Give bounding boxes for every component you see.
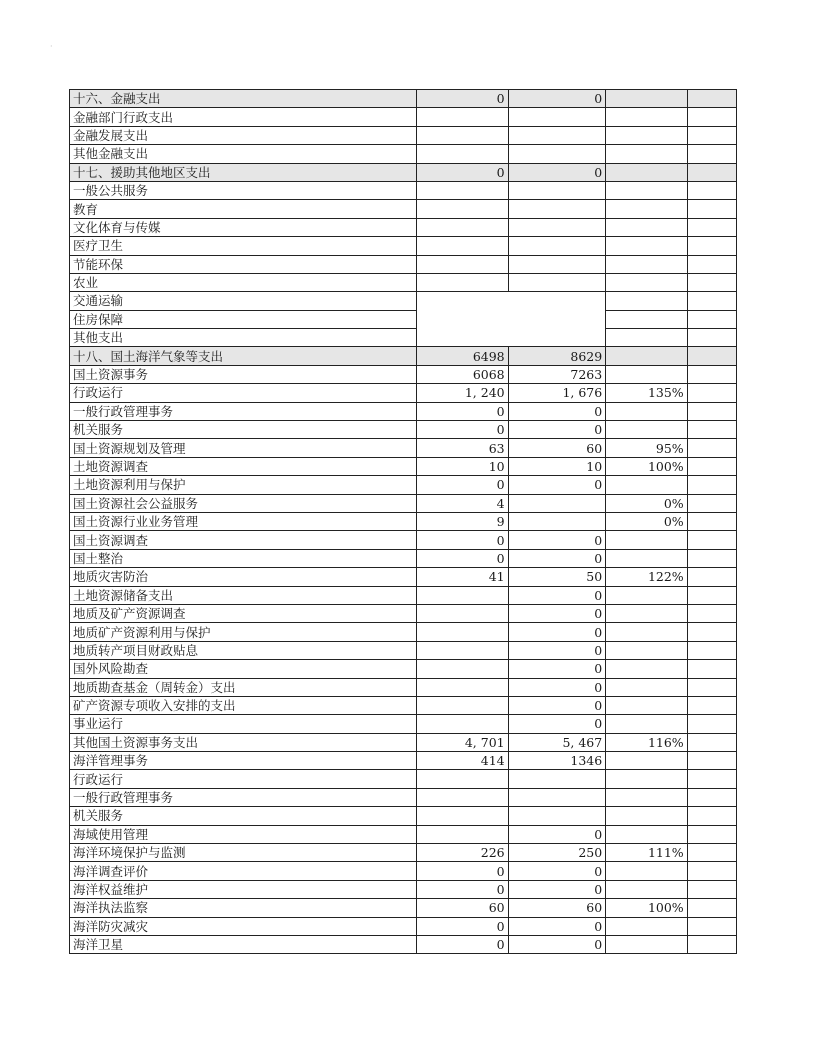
table-row: [70, 917, 737, 935]
percent-cell: [606, 476, 687, 494]
percent-cell: [606, 917, 687, 935]
item-name-cell: 住房保障: [70, 310, 417, 328]
percent-cell: [606, 586, 687, 604]
table-row: [70, 273, 737, 291]
value-col2-cell: 0: [508, 880, 606, 898]
value-col2-cell: 60: [508, 899, 606, 917]
value-col1-cell: [417, 255, 509, 273]
item-name-cell: 地质及矿产资源调查: [70, 604, 417, 622]
notes-cell: [687, 696, 736, 714]
table-row: [70, 623, 737, 641]
percent-cell: [606, 90, 687, 108]
value-col2-cell: 0: [508, 604, 606, 622]
notes-cell: [687, 678, 736, 696]
percent-cell: [606, 696, 687, 714]
item-name-cell: 教育: [70, 200, 417, 218]
item-name-cell: 医疗卫生: [70, 237, 417, 255]
percent-cell: [606, 126, 687, 144]
value-col2-cell: 0: [508, 678, 606, 696]
notes-cell: [687, 329, 736, 347]
value-col2-cell: 0: [508, 549, 606, 567]
item-name-cell: 海洋执法监察: [70, 899, 417, 917]
notes-cell: [687, 752, 736, 770]
item-name-cell: 地质勘查基金（周转金）支出: [70, 678, 417, 696]
notes-cell: [687, 218, 736, 236]
percent-cell: [606, 531, 687, 549]
item-name-cell: 海洋权益维护: [70, 880, 417, 898]
table-row: [70, 439, 737, 457]
value-col2-cell: 0: [508, 90, 606, 108]
table-row: [70, 862, 737, 880]
value-col2-cell: 50: [508, 568, 606, 586]
value-col2-cell: 0: [508, 696, 606, 714]
value-col2-cell: 0: [508, 641, 606, 659]
value-col1-cell: 4: [417, 494, 509, 512]
percent-cell: [606, 604, 687, 622]
item-name-cell: 土地资源储备支出: [70, 586, 417, 604]
value-col1-cell: [417, 237, 509, 255]
value-col1-cell: 1, 240: [417, 384, 509, 402]
value-col2-cell: 7263: [508, 365, 606, 383]
merged-blank-cell: [417, 292, 606, 347]
notes-cell: [687, 292, 736, 310]
category-row: [70, 90, 737, 108]
value-col2-cell: [508, 770, 606, 788]
value-col1-cell: 60: [417, 899, 509, 917]
notes-cell: [687, 770, 736, 788]
notes-cell: [687, 310, 736, 328]
table-row: [70, 421, 737, 439]
item-name-cell: 国土整治: [70, 549, 417, 567]
percent-cell: 116%: [606, 733, 687, 751]
value-col1-cell: [417, 696, 509, 714]
table-row: [70, 568, 737, 586]
value-col2-cell: [508, 108, 606, 126]
value-col2-cell: 0: [508, 476, 606, 494]
item-name-cell: 行政运行: [70, 770, 417, 788]
table-row: [70, 899, 737, 917]
value-col1-cell: 0: [417, 531, 509, 549]
value-col1-cell: [417, 586, 509, 604]
notes-cell: [687, 347, 736, 365]
item-name-cell: 十七、援助其他地区支出: [70, 163, 417, 181]
item-name-cell: 文化体育与传媒: [70, 218, 417, 236]
value-col1-cell: [417, 807, 509, 825]
notes-cell: [687, 568, 736, 586]
value-col1-cell: 0: [417, 476, 509, 494]
item-name-cell: 地质转产项目财政贴息: [70, 641, 417, 659]
value-col2-cell: 0: [508, 715, 606, 733]
notes-cell: [687, 733, 736, 751]
notes-cell: [687, 549, 736, 567]
category-row: [70, 347, 737, 365]
value-col2-cell: 0: [508, 660, 606, 678]
value-col2-cell: [508, 512, 606, 530]
value-col1-cell: [417, 273, 509, 291]
table-row: [70, 788, 737, 806]
value-col1-cell: [417, 770, 509, 788]
value-col2-cell: 60: [508, 439, 606, 457]
percent-cell: 100%: [606, 457, 687, 475]
table-row: [70, 696, 737, 714]
table-row: [70, 108, 737, 126]
value-col2-cell: [508, 126, 606, 144]
percent-cell: [606, 825, 687, 843]
percent-cell: [606, 623, 687, 641]
notes-cell: [687, 90, 736, 108]
percent-cell: [606, 200, 687, 218]
value-col1-cell: 0: [417, 935, 509, 953]
notes-cell: [687, 145, 736, 163]
table-row: [70, 733, 737, 751]
percent-cell: [606, 310, 687, 328]
percent-cell: [606, 752, 687, 770]
percent-cell: [606, 807, 687, 825]
item-name-cell: 地质灾害防治: [70, 568, 417, 586]
notes-cell: [687, 880, 736, 898]
percent-cell: [606, 181, 687, 199]
item-name-cell: 其他国土资源事务支出: [70, 733, 417, 751]
table-row: [70, 218, 737, 236]
item-name-cell: 海洋管理事务: [70, 752, 417, 770]
notes-cell: [687, 641, 736, 659]
notes-cell: [687, 108, 736, 126]
table-row: [70, 494, 737, 512]
notes-cell: [687, 181, 736, 199]
value-col1-cell: 0: [417, 163, 509, 181]
value-col2-cell: 250: [508, 844, 606, 862]
value-col1-cell: [417, 825, 509, 843]
notes-cell: [687, 899, 736, 917]
percent-cell: 111%: [606, 844, 687, 862]
item-name-cell: 海洋防灾减灾: [70, 917, 417, 935]
notes-cell: [687, 715, 736, 733]
value-col1-cell: 0: [417, 549, 509, 567]
item-name-cell: 机关服务: [70, 421, 417, 439]
value-col2-cell: [508, 237, 606, 255]
value-col1-cell: 4, 701: [417, 733, 509, 751]
notes-cell: [687, 862, 736, 880]
value-col1-cell: 6068: [417, 365, 509, 383]
percent-cell: [606, 329, 687, 347]
table-row: [70, 310, 737, 328]
value-col2-cell: [508, 255, 606, 273]
notes-cell: [687, 384, 736, 402]
value-col1-cell: [417, 145, 509, 163]
value-col2-cell: 5, 467: [508, 733, 606, 751]
item-name-cell: 交通运输: [70, 292, 417, 310]
value-col1-cell: 0: [417, 880, 509, 898]
percent-cell: [606, 255, 687, 273]
notes-cell: [687, 494, 736, 512]
item-name-cell: 海洋调查评价: [70, 862, 417, 880]
item-name-cell: 金融发展支出: [70, 126, 417, 144]
item-name-cell: 地质矿产资源利用与保护: [70, 623, 417, 641]
item-name-cell: 一般行政管理事务: [70, 788, 417, 806]
percent-cell: 0%: [606, 512, 687, 530]
notes-cell: [687, 457, 736, 475]
value-col1-cell: 10: [417, 457, 509, 475]
notes-cell: [687, 660, 736, 678]
item-name-cell: 十八、国土海洋气象等支出: [70, 347, 417, 365]
item-name-cell: 国土资源行业业务管理: [70, 512, 417, 530]
item-name-cell: 其他金融支出: [70, 145, 417, 163]
value-col1-cell: 0: [417, 421, 509, 439]
value-col1-cell: [417, 715, 509, 733]
table-row: [70, 237, 737, 255]
percent-cell: [606, 347, 687, 365]
value-col2-cell: 0: [508, 402, 606, 420]
value-col2-cell: [508, 788, 606, 806]
value-col1-cell: [417, 181, 509, 199]
table-row: [70, 476, 737, 494]
item-name-cell: 金融部门行政支出: [70, 108, 417, 126]
percent-cell: [606, 108, 687, 126]
value-col2-cell: [508, 200, 606, 218]
table-row: [70, 329, 737, 347]
value-col1-cell: 414: [417, 752, 509, 770]
notes-cell: [687, 917, 736, 935]
value-col2-cell: 8629: [508, 347, 606, 365]
percent-cell: [606, 402, 687, 420]
notes-cell: [687, 935, 736, 953]
category-row: [70, 163, 737, 181]
notes-cell: [687, 604, 736, 622]
notes-cell: [687, 623, 736, 641]
item-name-cell: 国土资源规划及管理: [70, 439, 417, 457]
value-col1-cell: 0: [417, 862, 509, 880]
table-row: [70, 531, 737, 549]
notes-cell: [687, 586, 736, 604]
percent-cell: [606, 935, 687, 953]
table-row: [70, 200, 737, 218]
value-col2-cell: 0: [508, 421, 606, 439]
notes-cell: [687, 126, 736, 144]
table-row: [70, 880, 737, 898]
table-body: [70, 90, 737, 954]
value-col1-cell: 63: [417, 439, 509, 457]
value-col2-cell: 0: [508, 586, 606, 604]
value-col2-cell: 0: [508, 825, 606, 843]
value-col1-cell: [417, 604, 509, 622]
value-col1-cell: [417, 641, 509, 659]
notes-cell: [687, 788, 736, 806]
value-col1-cell: [417, 126, 509, 144]
notes-cell: [687, 531, 736, 549]
table-row: [70, 586, 737, 604]
percent-cell: [606, 273, 687, 291]
value-col2-cell: 10: [508, 457, 606, 475]
item-name-cell: 十六、金融支出: [70, 90, 417, 108]
table-row: [70, 384, 737, 402]
percent-cell: [606, 715, 687, 733]
table-row: [70, 292, 737, 310]
item-name-cell: 国土资源调查: [70, 531, 417, 549]
value-col2-cell: 0: [508, 531, 606, 549]
percent-cell: [606, 862, 687, 880]
item-name-cell: 行政运行: [70, 384, 417, 402]
value-col2-cell: 1, 676: [508, 384, 606, 402]
value-col2-cell: [508, 807, 606, 825]
percent-cell: 95%: [606, 439, 687, 457]
percent-cell: [606, 218, 687, 236]
table-row: [70, 715, 737, 733]
notes-cell: [687, 365, 736, 383]
value-col1-cell: [417, 218, 509, 236]
value-col2-cell: 0: [508, 935, 606, 953]
table-row: [70, 549, 737, 567]
notes-cell: [687, 237, 736, 255]
value-col2-cell: [508, 218, 606, 236]
item-name-cell: 节能环保: [70, 255, 417, 273]
item-name-cell: 国土资源社会公益服务: [70, 494, 417, 512]
notes-cell: [687, 200, 736, 218]
value-col1-cell: 0: [417, 402, 509, 420]
percent-cell: [606, 421, 687, 439]
notes-cell: [687, 273, 736, 291]
percent-cell: [606, 549, 687, 567]
table-row: [70, 145, 737, 163]
value-col1-cell: 226: [417, 844, 509, 862]
table-row: [70, 181, 737, 199]
item-name-cell: 国外风险勘查: [70, 660, 417, 678]
table-row: [70, 935, 737, 953]
value-col1-cell: 41: [417, 568, 509, 586]
notes-cell: [687, 439, 736, 457]
item-name-cell: 国土资源事务: [70, 365, 417, 383]
value-col2-cell: [508, 273, 606, 291]
value-col1-cell: [417, 660, 509, 678]
table-row: [70, 844, 737, 862]
table-row: [70, 641, 737, 659]
table-row: [70, 604, 737, 622]
value-col1-cell: 9: [417, 512, 509, 530]
value-col2-cell: [508, 145, 606, 163]
value-col1-cell: [417, 788, 509, 806]
item-name-cell: 海洋卫星: [70, 935, 417, 953]
percent-cell: [606, 880, 687, 898]
notes-cell: [687, 512, 736, 530]
value-col2-cell: [508, 181, 606, 199]
value-col1-cell: [417, 108, 509, 126]
value-col2-cell: [508, 494, 606, 512]
percent-cell: 135%: [606, 384, 687, 402]
table-row: [70, 126, 737, 144]
percent-cell: 0%: [606, 494, 687, 512]
percent-cell: [606, 788, 687, 806]
item-name-cell: 事业运行: [70, 715, 417, 733]
item-name-cell: 机关服务: [70, 807, 417, 825]
value-col1-cell: [417, 678, 509, 696]
item-name-cell: 矿产资源专项收入安排的支出: [70, 696, 417, 714]
notes-cell: [687, 825, 736, 843]
notes-cell: [687, 402, 736, 420]
table-row: [70, 678, 737, 696]
item-name-cell: 其他支出: [70, 329, 417, 347]
notes-cell: [687, 255, 736, 273]
table-row: [70, 512, 737, 530]
item-name-cell: 海域使用管理: [70, 825, 417, 843]
item-name-cell: 一般行政管理事务: [70, 402, 417, 420]
percent-cell: [606, 292, 687, 310]
value-col2-cell: 0: [508, 163, 606, 181]
notes-cell: [687, 421, 736, 439]
notes-cell: [687, 476, 736, 494]
value-col1-cell: 0: [417, 917, 509, 935]
value-col1-cell: 0: [417, 90, 509, 108]
budget-table: [69, 89, 737, 954]
notes-cell: [687, 807, 736, 825]
table-row: [70, 825, 737, 843]
table-row: [70, 807, 737, 825]
percent-cell: [606, 770, 687, 788]
table-row: [70, 457, 737, 475]
value-col1-cell: 6498: [417, 347, 509, 365]
table-row: [70, 770, 737, 788]
notes-cell: [687, 163, 736, 181]
percent-cell: [606, 660, 687, 678]
percent-cell: 100%: [606, 899, 687, 917]
table-row: [70, 255, 737, 273]
value-col1-cell: [417, 200, 509, 218]
table-row: [70, 402, 737, 420]
item-name-cell: 海洋环境保护与监测: [70, 844, 417, 862]
percent-cell: [606, 365, 687, 383]
percent-cell: [606, 145, 687, 163]
value-col1-cell: [417, 623, 509, 641]
item-name-cell: 农业: [70, 273, 417, 291]
percent-cell: 122%: [606, 568, 687, 586]
item-name-cell: 土地资源利用与保护: [70, 476, 417, 494]
scan-speck: ·: [50, 42, 53, 51]
table-row: [70, 752, 737, 770]
table-row: [70, 660, 737, 678]
percent-cell: [606, 678, 687, 696]
table-row: [70, 365, 737, 383]
value-col2-cell: 0: [508, 862, 606, 880]
value-col2-cell: 0: [508, 623, 606, 641]
item-name-cell: 土地资源调查: [70, 457, 417, 475]
value-col2-cell: 0: [508, 917, 606, 935]
percent-cell: [606, 641, 687, 659]
percent-cell: [606, 237, 687, 255]
value-col2-cell: 1346: [508, 752, 606, 770]
percent-cell: [606, 163, 687, 181]
notes-cell: [687, 844, 736, 862]
item-name-cell: 一般公共服务: [70, 181, 417, 199]
